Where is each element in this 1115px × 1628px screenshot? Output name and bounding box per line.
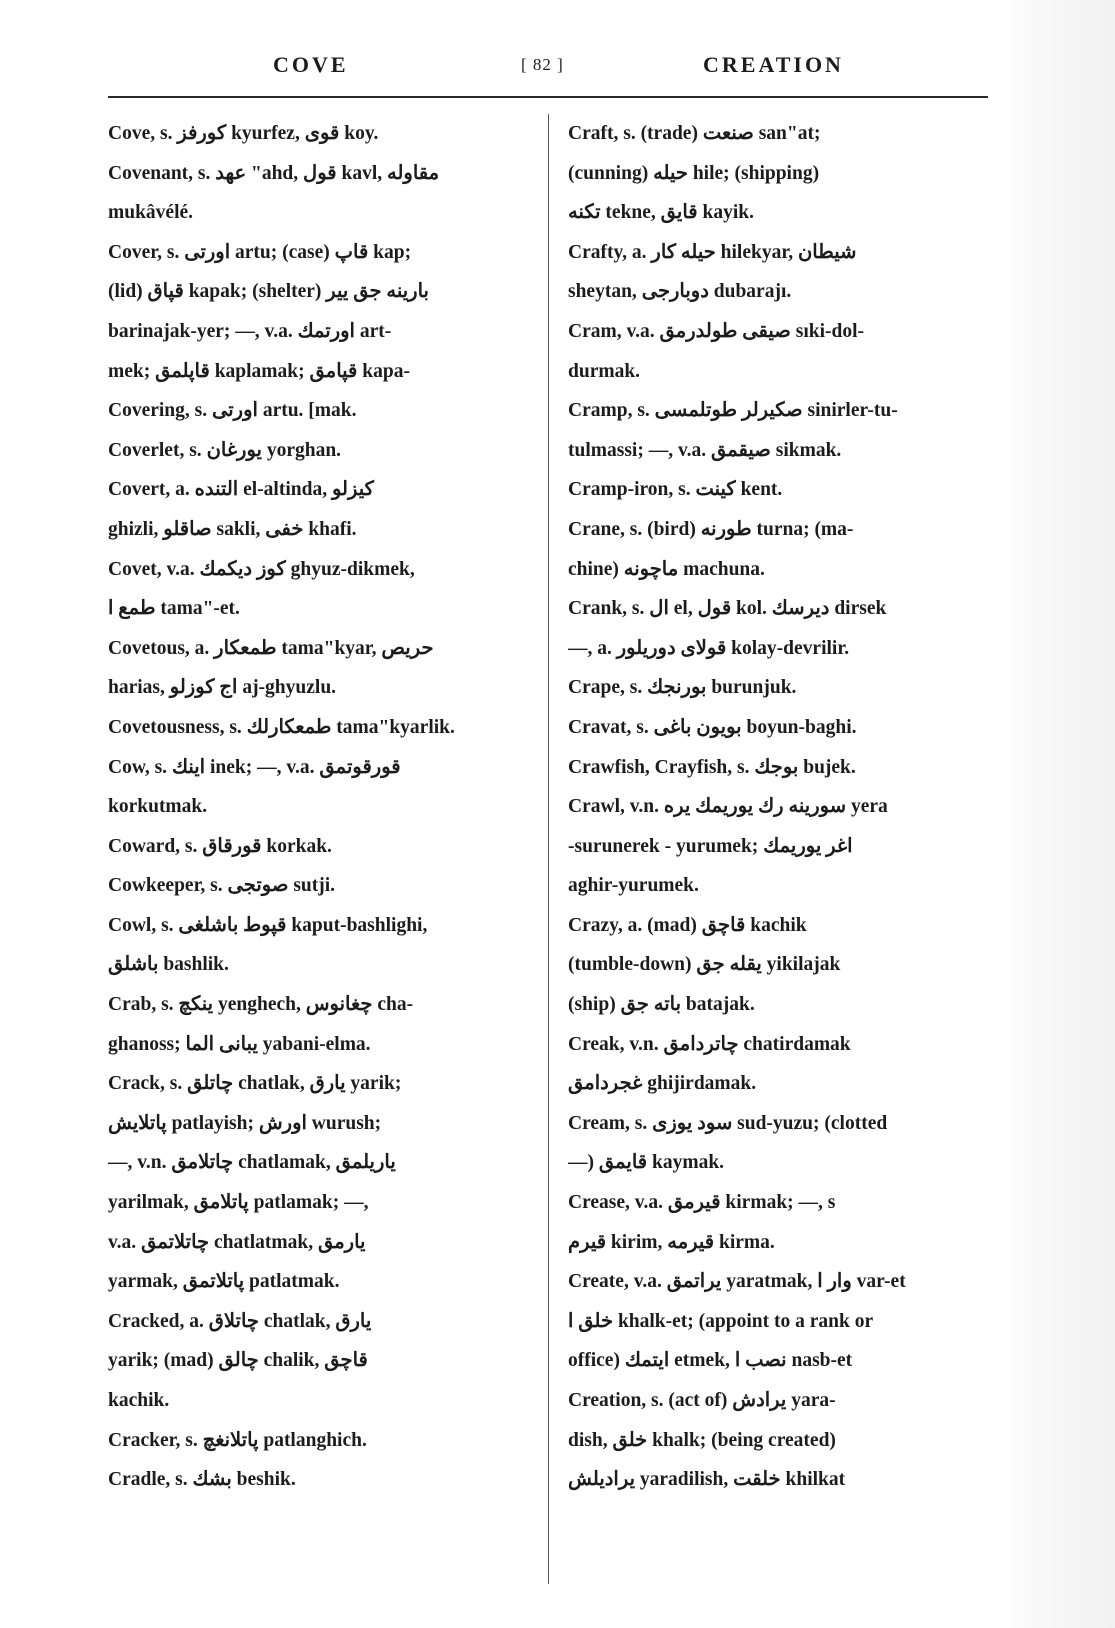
left-line: Crab, s. ينكچ yenghech, چغانوس cha- bbox=[108, 994, 414, 1016]
left-line: Covetous, a. طمعكار tama"kyar, حريص bbox=[108, 637, 434, 659]
left-line: v.a. چاتلاتمق chatlatmak, يارمق bbox=[108, 1231, 366, 1253]
right-line: (ship) باته جق batajak. bbox=[568, 994, 755, 1016]
left-line: Cover, s. اورتى artu; (case) قاپ kap; bbox=[108, 241, 412, 263]
left-line: Coward, s. قورقاق korkak. bbox=[108, 835, 332, 857]
left-column bbox=[108, 114, 533, 1500]
right-line: Crawfish, Crayfish, s. بوجك bujek. bbox=[568, 756, 856, 778]
left-line: kachik. bbox=[108, 1390, 170, 1411]
header-rule bbox=[108, 96, 988, 98]
left-line: Covert, a. التنده el-altinda, كيزلو bbox=[108, 479, 374, 501]
right-line: (cunning) حيله hile; (shipping) bbox=[568, 162, 820, 184]
right-line: sheytan, دوبارجى dubarajı. bbox=[568, 281, 792, 303]
left-line: yarmak, پاتلاتمق patlatmak. bbox=[108, 1271, 340, 1293]
left-line: (lid) قپاق kapak; (shelter) بارينه جق يير bbox=[108, 281, 429, 303]
header-right-guide-word: CREATION bbox=[703, 52, 844, 77]
left-line: Cracked, a. چاتلاق chatlak, يارق bbox=[108, 1310, 372, 1332]
left-line: —, v.n. چاتلامق chatlamak, ياريلمق bbox=[108, 1152, 396, 1174]
right-column bbox=[568, 114, 988, 1500]
left-line: Cracker, s. پاتلانغچ patlanghich. bbox=[108, 1429, 367, 1451]
right-line: Cramp-iron, s. كينت kent. bbox=[568, 479, 783, 501]
left-line: mek; قاپلمق kaplamak; قپامق kapa- bbox=[108, 360, 410, 382]
right-line: تكنه tekne, قايق kayik. bbox=[568, 202, 754, 224]
right-line: يراديلش yaradilish, خلقت khilkat bbox=[568, 1469, 846, 1491]
right-line: Crane, s. (bird) طورنه turna; (ma- bbox=[568, 518, 854, 540]
left-line: پاتلايش patlayish; اورش wurush; bbox=[108, 1112, 382, 1134]
right-line: —, a. قولاى دوريلور kolay-devrilir. bbox=[568, 637, 850, 659]
right-line: Crafty, a. حيله كار hilekyar, شيطان bbox=[568, 241, 857, 263]
right-line: Crape, s. بورنجك burunjuk. bbox=[568, 677, 797, 699]
left-line: Covering, s. اورتى artu. [mak. bbox=[108, 400, 357, 422]
right-line: Crank, s. ال el, قول kol. ديرسك dirsek bbox=[568, 598, 887, 620]
left-line: mukâvélé. bbox=[108, 202, 194, 224]
right-line: Cravat, s. بويون باغى boyun-baghi. bbox=[568, 716, 857, 738]
left-line: Cow, s. اينك inek; —, v.a. قورقوتمق bbox=[108, 756, 401, 778]
left-line: Covet, v.a. كوز ديكمك ghyuz-dikmek, bbox=[108, 558, 415, 580]
left-line: korkutmak. bbox=[108, 796, 208, 818]
right-line: durmak. bbox=[568, 360, 641, 382]
header-left-guide-word: COVE bbox=[273, 52, 349, 77]
right-line: -surunerek - yurumek; اغر يوريمك bbox=[568, 835, 853, 857]
left-line: harias, اج كوزلو aj-ghyuzlu. bbox=[108, 677, 337, 699]
left-line: Covetousness, s. طمعكارلك tama"kyarlik. bbox=[108, 716, 455, 738]
right-line: Crease, v.a. قيرمق kirmak; —, s bbox=[568, 1192, 836, 1214]
right-line: Cream, s. سود يوزى sud-yuzu; (clotted bbox=[568, 1112, 888, 1134]
right-line: Creak, v.n. چاتردامق chatirdamak bbox=[568, 1033, 851, 1055]
column-divider bbox=[548, 114, 549, 1584]
left-line: طمع ا tama"-et. bbox=[108, 598, 240, 620]
left-line: Cradle, s. بشك beshik. bbox=[108, 1469, 296, 1491]
right-line: aghir-yurumek. bbox=[568, 875, 699, 897]
left-line: yarilmak, پاتلامق patlamak; —, bbox=[108, 1192, 369, 1214]
right-line: Crazy, a. (mad) قاچق kachik bbox=[568, 914, 807, 936]
page-edge-shadow bbox=[1000, 0, 1115, 1628]
right-line: —) قايمق kaymak. bbox=[568, 1152, 725, 1174]
right-line: tulmassi; —, v.a. صيقمق sikmak. bbox=[568, 439, 842, 461]
left-line: باشلق bashlik. bbox=[108, 954, 229, 976]
right-line: غجردامق ghijirdamak. bbox=[568, 1073, 757, 1095]
left-line: ghizli, صاقلو sakli, خفى khafi. bbox=[108, 518, 357, 540]
right-line: Craft, s. (trade) صنعت san"at; bbox=[568, 123, 821, 144]
right-line: خلق ا khalk-et; (appoint to a rank or bbox=[568, 1310, 874, 1332]
right-line: قيرم kirim, قيرمه kirma. bbox=[568, 1231, 775, 1253]
left-line: Cove, s. كورفز kyurfez, قوى koy. bbox=[108, 123, 379, 144]
left-line: Coverlet, s. يورغان yorghan. bbox=[108, 439, 342, 461]
right-line: Cram, v.a. صيقى طولدرمق sıki-dol- bbox=[568, 320, 865, 342]
right-line: Creation, s. (act of) يرادش yara- bbox=[568, 1390, 836, 1411]
running-header bbox=[108, 50, 988, 90]
left-line: yarik; (mad) چالق chalik, قاچق bbox=[108, 1350, 368, 1372]
left-line: barinajak-yer; —, v.a. اورتمك art- bbox=[108, 320, 392, 342]
right-line: Crawl, v.n. سورينه رك يوريمك يره yera bbox=[568, 796, 888, 818]
left-line: Covenant, s. عهد "ahd, قول kavl, مقاوله bbox=[108, 162, 440, 184]
right-line: Create, v.a. يراتمق yaratmak, وار ا var-et bbox=[568, 1271, 906, 1293]
page-number: [ 82 ] bbox=[521, 55, 564, 74]
left-line: Cowkeeper, s. صوتجى sutji. bbox=[108, 875, 336, 897]
left-line: ghanoss; يبانى الما yabani-elma. bbox=[108, 1033, 371, 1055]
left-line: Cowl, s. قپوط باشلغى kaput-bashlighi, bbox=[108, 914, 428, 936]
right-line: dish, خلق khalk; (being created) bbox=[568, 1429, 836, 1451]
left-line: Crack, s. چاتلق chatlak, يارق yarik; bbox=[108, 1073, 402, 1095]
right-line: (tumble-down) يقله جق yikilajak bbox=[568, 954, 841, 976]
right-line: office) ايتمك etmek, نصب ا nasb-et bbox=[568, 1350, 853, 1372]
right-line: chine) ماچونه machuna. bbox=[568, 558, 765, 580]
right-line: Cramp, s. صكيرلر طوتلمسى sinirler-tu- bbox=[568, 400, 898, 422]
